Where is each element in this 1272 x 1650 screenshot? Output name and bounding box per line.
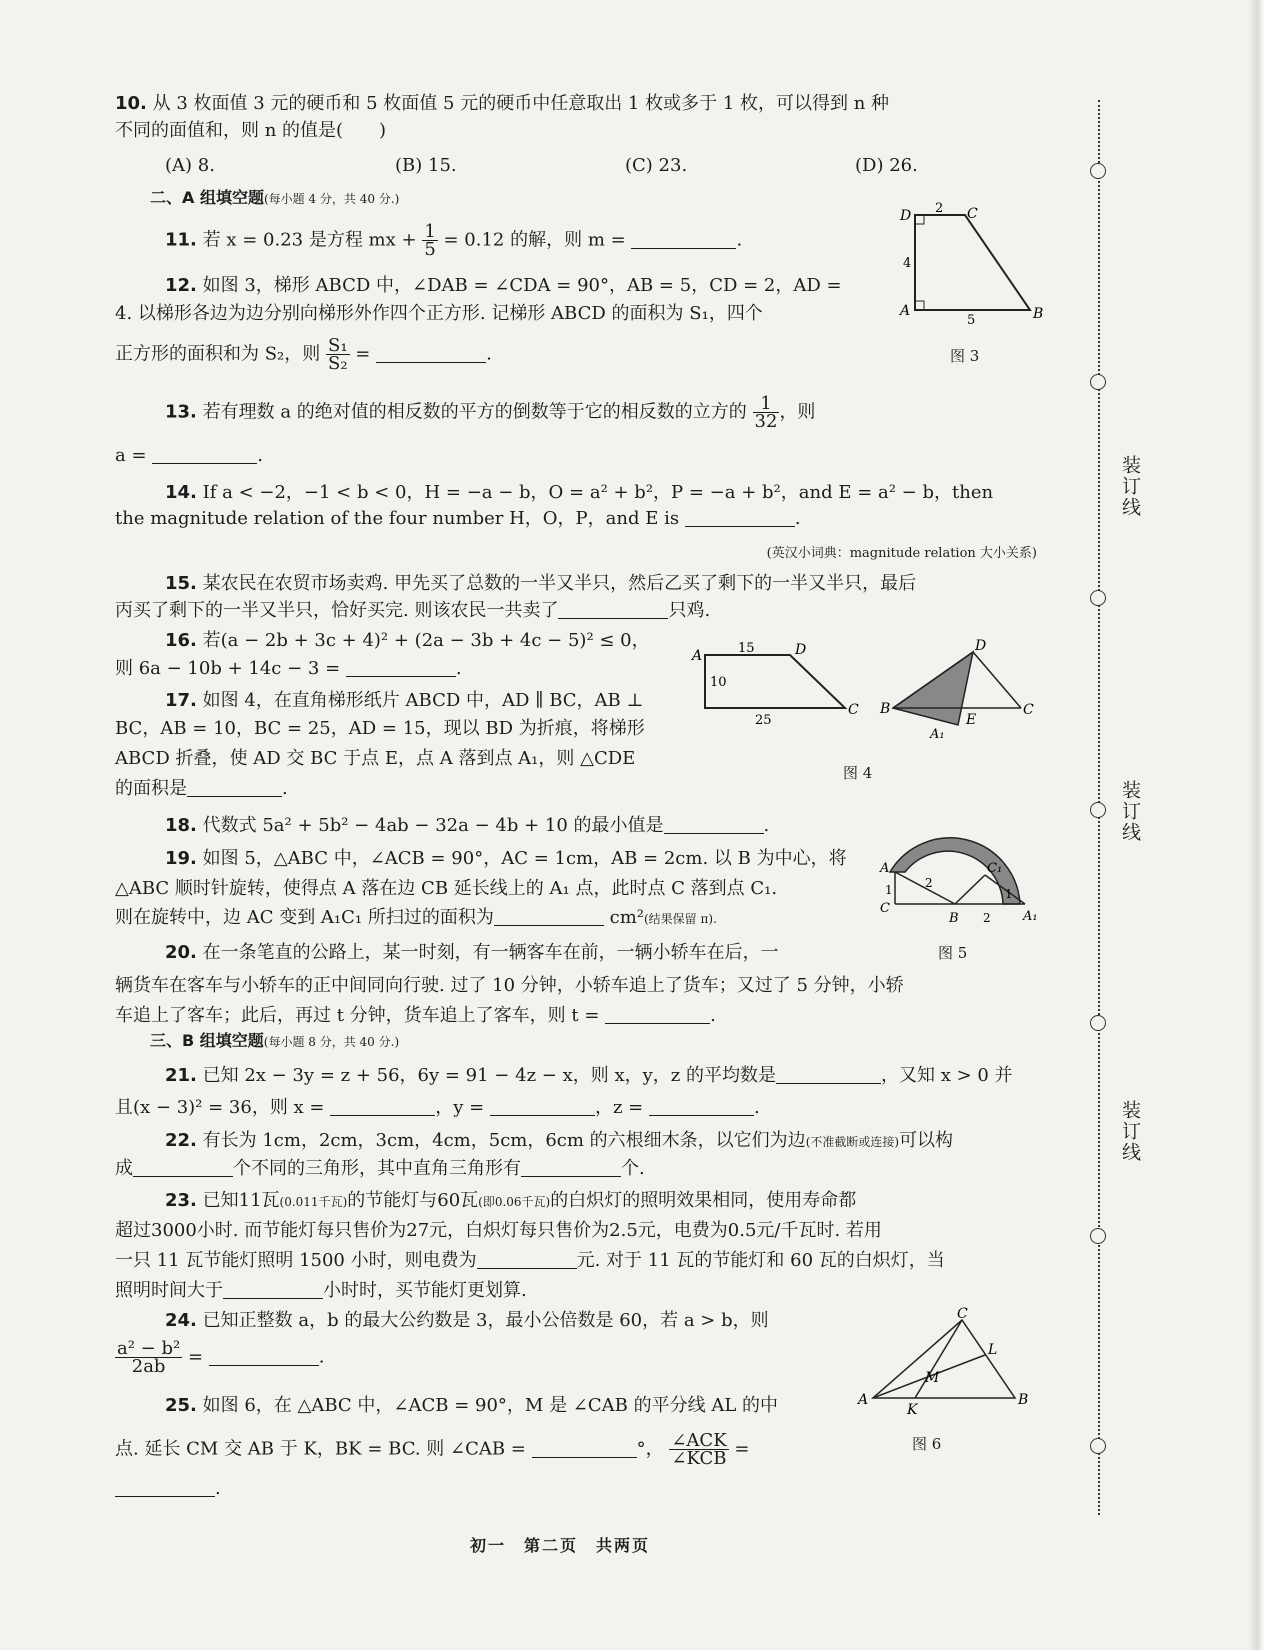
fig6-caption: 图 6 — [912, 1435, 942, 1453]
fig5-line-bc1 — [955, 875, 985, 904]
fig4-length-top: 15 — [738, 641, 755, 656]
q23-hours-blank — [223, 1280, 323, 1299]
q20-answer-blank — [605, 1005, 710, 1024]
q25-fraction: $\frac{\text{∠ACK}}{\text{∠KCB}}$ — [671, 1430, 727, 1469]
figure-6 — [855, 1306, 1035, 1420]
q25-angle-blank — [532, 1439, 637, 1458]
fig6-label-m: M — [925, 1370, 940, 1386]
q11-fraction: $\frac{1}{5}$ — [424, 221, 436, 260]
q10-line2: 不同的面值和，则 n 的值是( ) — [115, 120, 387, 141]
binding-hole — [1090, 374, 1106, 390]
fig5-label-a1: A₁ — [1023, 909, 1038, 924]
q24-line1: 24. 已知正整数 a，b 的最大公约数是 3，最小公倍数是 60，若 a > b，则 — [165, 1310, 769, 1331]
q10-line1: 10. 从 3 枚面值 3 元的硬币和 5 枚面值 5 元的硬币中任意取出 1 枚或多于 1 枚，可以得到 n 种 — [115, 93, 890, 114]
q12-line1: 12. 如图 3，梯形 ABCD 中，∠DAB = ∠CDA = 90°，AB = 5，CD = 2，AD = — [165, 275, 842, 296]
q24-fraction: $\frac{\text{a² − b²}}{2ab}$ — [117, 1338, 181, 1377]
binding-hole — [1090, 1438, 1106, 1454]
q11: 11. 若 x = 0.23 是方程 mx + $\frac{1}{5}$ = 0.12 的解，则 m = . — [165, 221, 743, 260]
fig6-triangle-abc — [873, 1320, 1015, 1398]
q21-y-blank — [490, 1097, 595, 1116]
fig4-label-b2: B — [880, 701, 891, 717]
q22-line1: 22. 有长为 1cm，2cm，3cm，4cm，5cm，6cm 的六根细木条，以它们为边(不准截断或连接)可以构 — [165, 1130, 954, 1151]
fig4-label-d2: D — [975, 638, 987, 654]
q23-line1: 23. 已知11瓦(0.011千瓦)的节能灯与60瓦(即0.06千瓦)的白炽灯的照明效果相同，使用寿命都 — [165, 1190, 857, 1211]
q16-line1: 16. 若(a − 2b + 3c + 4)² + (2a − 3b + 4c − 5)² ≤ 0， — [165, 630, 650, 651]
q22-triangles-blank — [133, 1158, 233, 1177]
q20-line2: 辆货车在客车与小轿车的正中间同向行驶. 过了 10 分钟，小轿车追上了货车；又过了 5 分钟，小轿 — [115, 975, 904, 996]
q15-line2: 丙买了剩下的一半又半只，恰好买完. 则该农民一共卖了 只鸡. — [115, 600, 711, 621]
fig6-label-a: A — [858, 1392, 869, 1408]
fig5-length-ba1: 2 — [983, 911, 991, 925]
fig5-label-c: C — [880, 901, 890, 916]
fig5-length-ac: 1 — [885, 883, 893, 897]
fig5-label-c1: C₁ — [987, 861, 1003, 876]
q23-line4: 照明时间大于 小时时，买节能灯更划算. — [115, 1280, 527, 1301]
fig4-length-bottom: 25 — [755, 713, 772, 728]
fig5-length-c1a1: 1 — [1005, 887, 1013, 901]
fig4-label-c: C — [848, 702, 859, 718]
fig3-label-c: C — [967, 206, 978, 222]
binding-hole — [1090, 1228, 1106, 1244]
q12-fraction: $\frac{\text{S₁}}{\text{S₂}}$ — [328, 335, 348, 374]
q25-line3: . — [115, 1478, 221, 1500]
q25-ratio-blank — [115, 1478, 215, 1497]
fig3-right-angle-a — [915, 301, 924, 310]
q10-option-c: (C) 23. — [625, 155, 688, 176]
q13-line2: a = . — [115, 445, 264, 466]
q15-line1: 15. 某农民在农贸市场卖鸡. 甲先买了总数的一半又半只，然后乙买了剩下的一半又半只，最后 — [165, 573, 917, 594]
q25-line1: 25. 如图 6，在 △ABC 中，∠ACB = 90°，M 是 ∠CAB 的平分线 AL 的中 — [165, 1395, 778, 1416]
q22-right-triangles-blank — [521, 1158, 621, 1177]
binding-hole — [1090, 590, 1106, 606]
q17-answer-blank — [187, 778, 282, 797]
fig3-right-angle-d — [915, 215, 924, 224]
page-edge — [1248, 0, 1272, 1650]
binding-label: 装订线 — [1119, 455, 1141, 518]
q15-answer-blank — [558, 600, 668, 619]
binding-label: 装订线 — [1119, 780, 1141, 843]
fig3-label-a: A — [900, 303, 911, 319]
binding-hole — [1090, 163, 1106, 179]
binding-hole — [1090, 802, 1106, 818]
q19-answer-blank — [494, 907, 604, 926]
q21-line1: 21. 已知 2x − 3y = z + 56，6y = 91 − 4z − x，则 x，y，z 的平均数是 ，又知 x > 0 并 — [165, 1065, 1013, 1086]
fig4-line-dc — [973, 652, 1021, 708]
q19-line3: 则在旋转中，边 AC 变到 A₁C₁ 所扫过的面积为 cm²(结果保留 π). — [115, 907, 717, 928]
fig5-caption: 图 5 — [938, 944, 968, 962]
fig4-length-side: 10 — [710, 675, 727, 690]
q17-line4: 的面积是 . — [115, 778, 288, 799]
binding-label: 装订线 — [1119, 1100, 1141, 1163]
fig4-label-a: A — [692, 648, 703, 664]
fig5-label-a: A — [880, 861, 890, 876]
fig3-length-left: 4 — [903, 256, 912, 271]
q23-cost-blank — [477, 1250, 577, 1269]
fig5-label-b: B — [949, 911, 959, 926]
q14-line1: 14. If a < −2，−1 < b < 0，H = −a − b，O = a² + b²，P = −a + b²，and E = a² − b，then — [165, 482, 994, 503]
q10-option-b: (B) 15. — [395, 155, 457, 176]
q10-option-a: (A) 8. — [165, 155, 215, 176]
q21-line2: 且(x − 3)² = 36，则 x = ，y = ，z = . — [115, 1097, 760, 1118]
q14-note: (英汉小词典：magnitude relation 大小关系) — [766, 546, 1037, 561]
fig4-label-c2: C — [1023, 702, 1034, 718]
fig4-caption: 图 4 — [843, 764, 873, 782]
q21-mean-blank — [776, 1065, 881, 1084]
q12-answer-blank — [376, 344, 486, 363]
q14-line2: the magnitude relation of the four number H，O，P，and E is . — [115, 508, 801, 529]
fig6-label-b: B — [1018, 1392, 1029, 1408]
fig3-label-d: D — [900, 208, 912, 224]
q23-line2: 超过3000小时. 而节能灯每只售价为27元，白炽灯每只售价为2.5元，电费为0.5元/千瓦时. 若用 — [115, 1220, 882, 1241]
q19-line1: 19. 如图 5，△ABC 中，∠ACB = 90°，AC = 1cm，AB = 2cm. 以 B 为中心，将 — [165, 848, 847, 869]
q21-x-blank — [330, 1097, 435, 1116]
q18-answer-blank — [664, 815, 764, 834]
fig3-trapezoid — [915, 215, 1030, 310]
q13-answer-blank — [152, 445, 257, 464]
q21-z-blank — [649, 1097, 754, 1116]
fig3-length-bottom: 5 — [967, 313, 976, 328]
figure-4-right — [878, 640, 1048, 740]
fig4-label-a1: A₁ — [930, 727, 945, 742]
q16-line2: 则 6a − 10b + 14c − 3 = . — [115, 658, 462, 679]
fig5-length-ab: 2 — [925, 876, 933, 890]
q23-line3: 一只 11 瓦节能灯照明 1500 小时，则电费为 元. 对于 11 瓦的节能灯和 60 瓦的白炽灯，当 — [115, 1250, 945, 1271]
fig6-label-c: C — [957, 1306, 968, 1322]
q24-line2: $\frac{\text{a² − b²}}{2ab}$ = . — [117, 1338, 325, 1377]
q25-line2: 点. 延长 CM 交 AB 于 K，BK = BC. 则 ∠CAB = °， $\frac{\text{∠ACK}}{\text{∠KCB}}$ = — [115, 1430, 750, 1469]
binding-hole — [1090, 1015, 1106, 1031]
fig4-shaded-triangle — [893, 652, 973, 725]
q17-line3: ABCD 折叠，使 AD 交 BC 于点 E，点 A 落到点 A₁，则 △CDE — [115, 748, 636, 769]
fig4-label-e: E — [966, 712, 977, 728]
fig3-length-top: 2 — [935, 201, 944, 216]
q12-line2: 4. 以梯形各边为边分别向梯形外作四个正方形. 记梯形 ABCD 的面积为 S₁，四个 — [115, 303, 763, 324]
fig3-caption: 图 3 — [950, 347, 980, 365]
fig4-label-d: D — [795, 642, 807, 658]
figure-3 — [895, 200, 1045, 328]
q17-line1: 17. 如图 4，在直角梯形纸片 ABCD 中，AD ∥ BC，AB ⊥ — [165, 690, 644, 711]
q10-option-d: (D) 26. — [855, 155, 918, 176]
q14-answer-blank — [685, 508, 795, 527]
figure-5 — [875, 832, 1045, 932]
figure-4-left — [690, 640, 870, 728]
fig3-label-b: B — [1033, 306, 1044, 322]
q11-answer-blank — [631, 230, 736, 249]
section3-heading: 三、B 组填空题(每小题 8 分，共 40 分.) — [150, 1031, 400, 1050]
q17-line2: BC，AB = 10，BC = 25，AD = 15，现以 BD 为折痕，将梯形 — [115, 718, 645, 739]
page-footer: 初一 第二页 共两页 — [470, 1536, 651, 1555]
q20-line3: 车追上了客车；此后，再过 t 分钟，货车追上了客车，则 t = . — [115, 1005, 716, 1026]
q12-line3: 正方形的面积和为 S₂，则 $\frac{\text{S₁}}{\text{S₂}}$ = . — [115, 335, 492, 374]
q24-answer-blank — [209, 1347, 319, 1366]
q22-line2: 成 个不同的三角形，其中直角三角形有 个. — [115, 1158, 645, 1179]
section2-heading: 二、A 组填空题(每小题 4 分，共 40 分.) — [150, 188, 400, 207]
q20-line1: 20. 在一条笔直的公路上，某一时刻，有一辆客车在前，一辆小轿车在后，一 — [165, 942, 779, 963]
fig6-label-k: K — [907, 1402, 918, 1418]
q19-line2: △ABC 顺时针旋转，使得点 A 落在边 CB 延长线上的 A₁ 点，此时点 C 落到点 C₁. — [115, 878, 778, 899]
q13-line1: 13. 若有理数 a 的绝对值的相反数的平方的倒数等于它的相反数的立方的 $\frac{1}{32}$ ，则 — [165, 393, 816, 432]
q13-fraction: $\frac{1}{32}$ — [754, 393, 778, 432]
q16-answer-blank — [346, 658, 456, 677]
fig6-label-l: L — [988, 1342, 998, 1358]
fig6-line-ck — [915, 1320, 962, 1398]
q18: 18. 代数式 5a² + 5b² − 4ab − 32a − 4b + 10 的最小值是 . — [165, 815, 770, 836]
